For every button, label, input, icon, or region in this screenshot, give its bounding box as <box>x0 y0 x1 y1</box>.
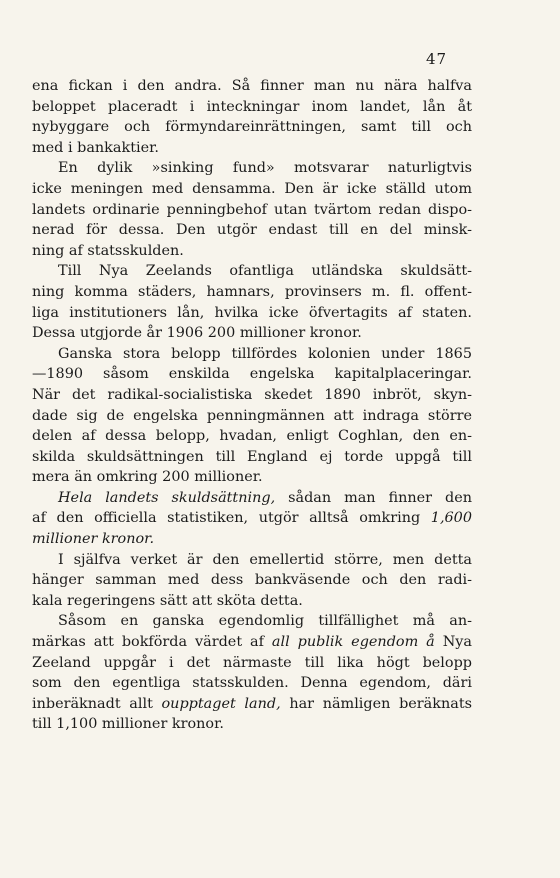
page-number: 47 <box>426 50 448 68</box>
text-line: skilda skuldsättningen till England ej torde uppgå till <box>32 448 472 465</box>
text-line: mera än omkring 200 millioner. <box>32 469 263 486</box>
text-line: Dessa utgjorde år 1906 200 millioner kronor. <box>32 325 362 342</box>
text-line: som den egentliga statsskulden. Denna egendom, däri <box>32 675 472 692</box>
text-line: liga institutioners lån, hvilka icke öfvertagits af staten. <box>32 304 472 321</box>
text-line: nybyggare och förmyndareinrättningen, samt till och <box>32 119 472 136</box>
text-line <box>32 529 472 550</box>
text-line <box>32 488 472 509</box>
text-run: sådan man finner den <box>275 489 473 506</box>
text-line <box>32 508 472 529</box>
text-line: nerad för dessa. Den utgör endast till en del minsk- <box>32 222 472 239</box>
text-line: ning af statsskulden. <box>32 242 184 259</box>
text-line: med i bankaktier. <box>32 139 159 156</box>
text-line: Såsom en ganska egendomlig tillfällighet må an- <box>58 613 472 630</box>
text-line: Ganska stora belopp tillfördes kolonien under 1865 <box>58 345 472 362</box>
text-line: icke meningen med densamma. Den är icke ställd utom <box>32 180 472 197</box>
text-line: När det radikal-socialistiska skedet 1890 inbröt, skyn- <box>32 386 472 403</box>
text-line: dade sig de engelska penningmännen att indraga större <box>32 407 472 424</box>
text-line <box>32 632 472 653</box>
text-run: märkas att bokförda värdet af <box>32 634 272 651</box>
text-line <box>32 694 472 715</box>
text-line: Zeeland uppgår i det närmaste till lika högt belopp <box>32 654 472 671</box>
italic-run: millioner kronor. <box>32 531 155 548</box>
text-run: Nya <box>434 634 472 651</box>
text-line: —1890 såsom enskilda engelska kapitalplaceringar. <box>32 366 472 383</box>
text-line: delen af dessa belopp, hvadan, enligt Coghlan, den en- <box>32 428 472 445</box>
text-line: Till Nya Zeelands ofantliga utländska skuldsätt- <box>58 263 472 280</box>
text-line: ena fickan i den andra. Så finner man nu nära halfva <box>32 78 472 94</box>
text-line: ning komma städers, hamnars, provinsers m. fl. offent- <box>32 283 472 300</box>
text-line: landets ordinarie penningbehof utan tvärtom redan dispo- <box>32 201 472 218</box>
text-run: inberäknadt allt <box>32 695 162 712</box>
text-line: hänger samman med dess bankväsende och den radi- <box>32 572 472 589</box>
italic-run: oupptaget land, <box>161 695 281 712</box>
text-line: En dylik »sinking fund» motsvarar naturligtvis <box>58 160 472 177</box>
text-line: kala regeringens sätt att sköta detta. <box>32 592 303 609</box>
text-line: I själfva verket är den emellertid större, men detta <box>58 551 472 568</box>
text-run: har nämligen beräknats <box>280 695 472 712</box>
italic-run: 1,600 <box>430 510 472 527</box>
text-line: till 1,100 millioner kronor. <box>32 716 224 733</box>
text-run: af den officiella statistiken, utgör alltså omkring <box>32 510 431 527</box>
text-line: beloppet placeradt i inteckningar inom landet, lån åt <box>32 98 472 115</box>
italic-run: Hela landets skuldsättning, <box>58 489 276 506</box>
italic-run: all publik egendom å <box>271 634 435 651</box>
body-text <box>32 76 472 735</box>
